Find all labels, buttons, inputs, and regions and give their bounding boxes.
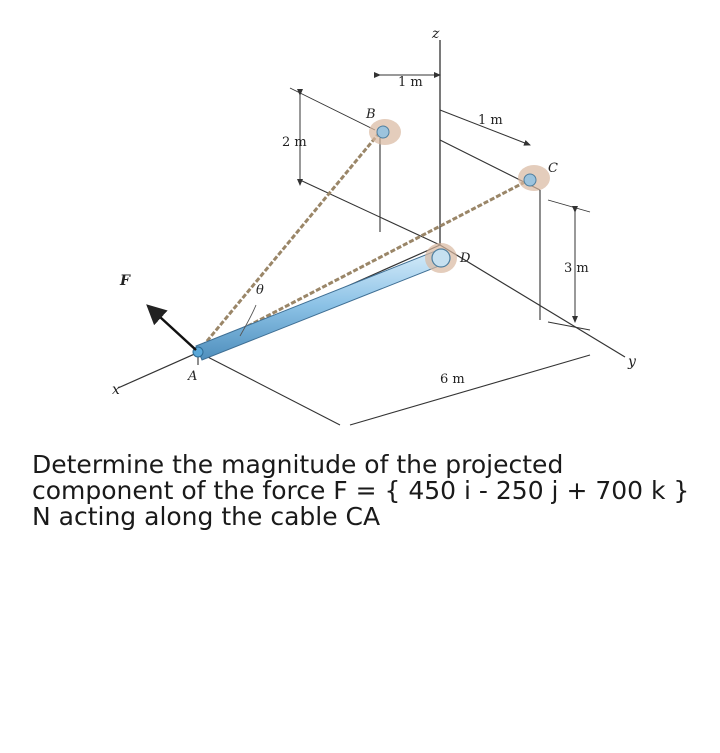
label-point-b: B bbox=[366, 107, 376, 122]
dim-left-2m-ext1 bbox=[290, 88, 375, 130]
base-extension-right bbox=[350, 355, 590, 425]
label-z-axis: z bbox=[432, 26, 440, 42]
anchor-c bbox=[518, 165, 550, 191]
label-angle-theta: θ bbox=[256, 283, 264, 298]
dim-right-3m-ext1 bbox=[548, 200, 590, 212]
label-x-axis: x bbox=[112, 382, 120, 398]
label-dim-1m-b: 1 m bbox=[398, 75, 423, 90]
force-f-arrow bbox=[148, 306, 196, 350]
wall-top-line-left bbox=[300, 180, 440, 245]
label-dim-6m: 6 m bbox=[440, 372, 465, 387]
label-force-f: F bbox=[120, 273, 130, 289]
label-point-d: D bbox=[460, 251, 471, 266]
label-dim-2m: 2 m bbox=[282, 135, 307, 150]
question-text: Determine the magnitude of the projected component of the force F = { 450 i - 250 j + 700 k } N acting along the cable CA bbox=[32, 450, 690, 531]
anchor-b bbox=[369, 119, 401, 145]
label-dim-1m-c: 1 m bbox=[478, 113, 503, 128]
label-point-a: A bbox=[188, 369, 198, 384]
label-point-c: C bbox=[548, 161, 558, 176]
label-dim-3m: 3 m bbox=[564, 261, 589, 276]
strut-ad bbox=[196, 250, 444, 360]
anchor-d bbox=[425, 243, 457, 273]
base-extension-left bbox=[198, 352, 340, 425]
label-y-axis: y bbox=[628, 354, 636, 370]
